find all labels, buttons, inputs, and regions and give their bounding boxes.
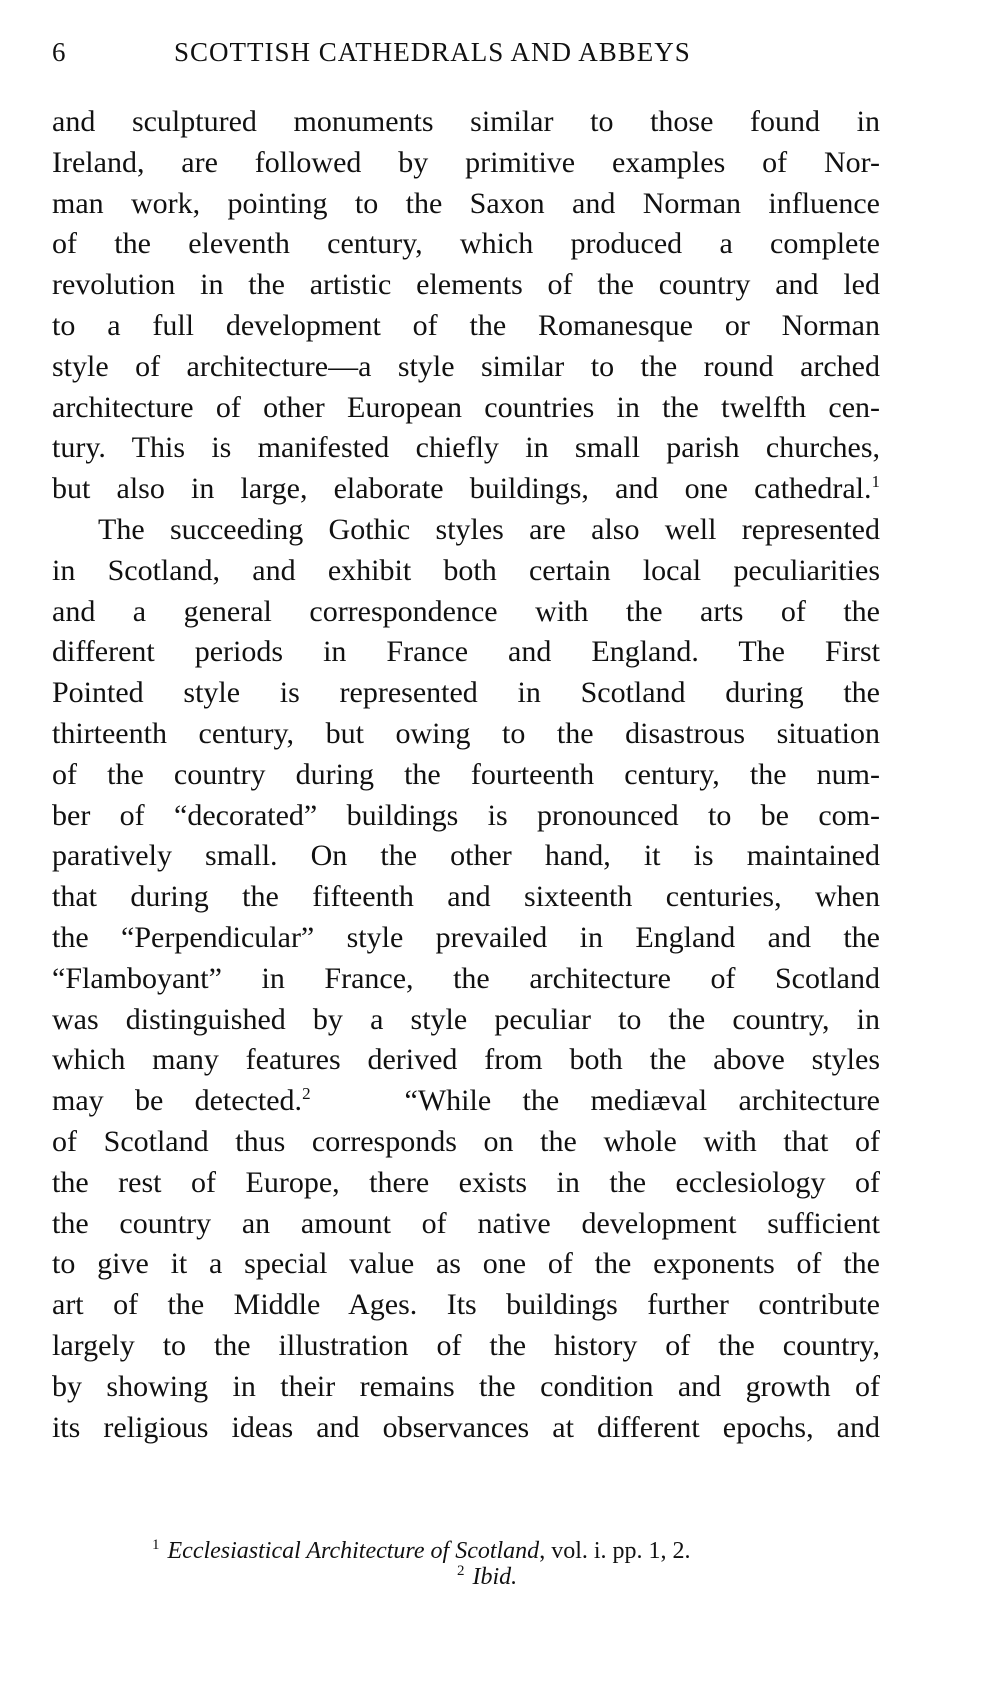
running-head xyxy=(52,34,882,70)
text-line: different periods in France and England. The First xyxy=(52,635,880,669)
text-line: of the country during the fourteenth century, the num- xyxy=(52,757,880,791)
running-title: SCOTTISH CATHEDRALS AND ABBEYS xyxy=(174,37,691,67)
text-line: and sculptured monuments similar to those found in xyxy=(52,105,880,138)
text-line: largely to the illustration of the history of the country, xyxy=(52,1328,880,1362)
text-line: architecture of other European countries in the twelfth cen- xyxy=(52,390,880,424)
footnote-ref-1[interactable]: 1 xyxy=(871,472,880,492)
text-line: in Scotland, and exhibit both certain local peculiarities xyxy=(52,553,880,587)
text-line: to a full development of the Romanesque or Norman xyxy=(52,308,880,342)
footnote-1 xyxy=(152,1538,691,1565)
footnote-title: Ecclesiastical Architecture of Scotland xyxy=(167,1538,540,1564)
text-line: the country an amount of native development sufficient xyxy=(52,1206,880,1240)
text-line: by showing in their remains the condition and growth of xyxy=(52,1369,880,1403)
text-line: and a general correspondence with the arts of the xyxy=(52,594,880,628)
text-line-with-footnote xyxy=(52,1081,880,1122)
text-line-with-footnote xyxy=(52,469,880,510)
quote-start: “While the mediæval architecture xyxy=(404,1084,880,1118)
text-line: “Flamboyant” in France, the architecture of Scotland xyxy=(52,961,880,995)
text-segment: may be detected. xyxy=(52,1084,303,1118)
text-line: that during the fifteenth and sixteenth centuries, when xyxy=(52,880,880,914)
text-line: Pointed style is represented in Scotland during the xyxy=(52,676,880,710)
text-line: was distinguished by a style peculiar to the country, in xyxy=(52,1002,880,1036)
footnote-mark: 1 xyxy=(152,1537,160,1553)
body-text xyxy=(52,102,880,1448)
text-line: tury. This is manifested chiefly in small parish churches, xyxy=(52,431,880,465)
text-line: which many features derived from both the above styles xyxy=(52,1043,880,1077)
text-line: the “Perpendicular” style prevailed in England and the xyxy=(52,920,880,954)
text-line: Ireland, are followed by primitive examples of Nor- xyxy=(52,145,880,179)
page-number: 6 xyxy=(52,37,66,67)
text-line: thirteenth century, but owing to the disastrous situation xyxy=(52,716,880,750)
text-line: art of the Middle Ages. Its buildings further contribute xyxy=(52,1288,880,1322)
text-line: of Scotland thus corresponds on the whole with that of xyxy=(52,1124,880,1158)
text-line: ber of “decorated” buildings is pronounced to be com- xyxy=(52,798,880,832)
footnote-title: Ibid. xyxy=(472,1564,518,1590)
footnote-2 xyxy=(457,1564,517,1591)
text-line: paratively small. On the other hand, it is maintained xyxy=(52,839,880,873)
footnote-mark: 2 xyxy=(457,1563,465,1579)
footnote-ref-2[interactable]: 2 xyxy=(302,1084,311,1104)
paragraph-start-line: The succeeding Gothic styles are also well represented xyxy=(98,512,880,546)
text-line: style of architecture—a style similar to the round arched xyxy=(52,349,880,383)
text-line: man work, pointing to the Saxon and Norman influence xyxy=(52,186,880,220)
text-line: revolution in the artistic elements of the country and led xyxy=(52,268,880,302)
text-line: of the eleventh century, which produced a complete xyxy=(52,227,880,261)
text-line: the rest of Europe, there exists in the ecclesiology of xyxy=(52,1165,880,1199)
footnote-citation: , vol. i. pp. 1, 2. xyxy=(539,1538,691,1564)
text-line: to give it a special value as one of the exponents of the xyxy=(52,1247,880,1281)
text-segment: but also in large, elaborate buildings, and one cathedral. xyxy=(52,472,872,506)
text-line: its religious ideas and observances at different epochs, and xyxy=(52,1410,880,1444)
